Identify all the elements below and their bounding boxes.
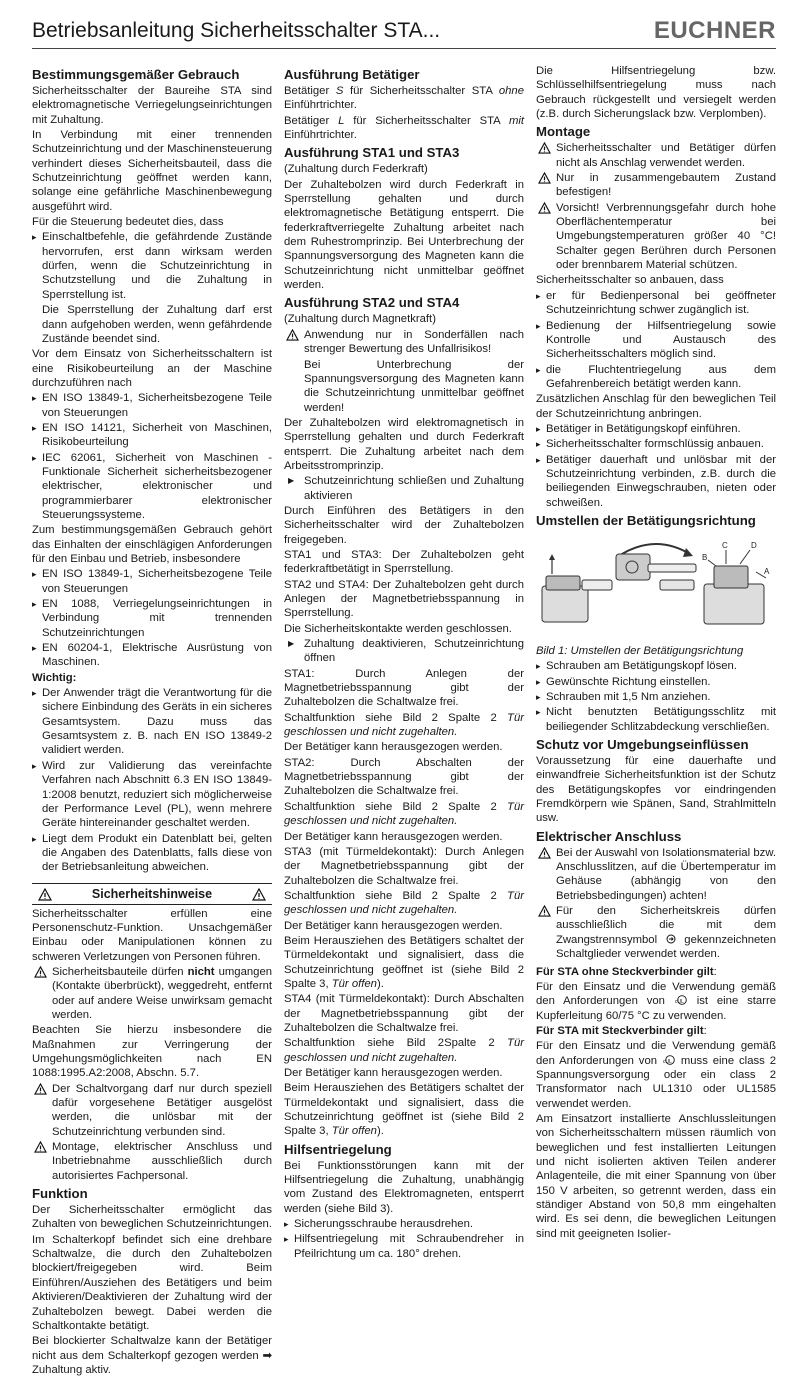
warning-note [536, 201, 776, 273]
text: Für den Einsatz und die Verwendung gemäß den Anforderungen von [536, 1040, 776, 1067]
paragraph: STA3 (mit Türmeldekontakt): Durch Anlegen der Magnetbetriebsspannung gibt der Zuhaltebolzen die Schaltwalze frei. [284, 845, 524, 887]
paragraph [284, 889, 524, 918]
warning-note [536, 141, 776, 170]
text: Schaltfunktion siehe Bild 2 Spalte 2 [284, 889, 508, 902]
warning-emphasis: nicht [187, 965, 215, 978]
heading-montage: Montage [536, 124, 591, 140]
figure-1 [536, 536, 776, 640]
paragraph: Der Betätiger kann herausgezogen werden. [284, 1067, 503, 1079]
paragraph: Der Betätiger kann herausgezogen werden. [284, 741, 503, 754]
heading-elektrischer-anschluss: Elektrischer Anschluss [536, 828, 682, 844]
text: Beim Herausziehen des Betätigers schaltet der Türmeldekontakt und signalisiert, dass die Schutzeinrichtung geöffnet ist (siehe Bild 2 Spalte 3, [284, 934, 524, 990]
text: Für STA mit Steckverbinder gilt [536, 1024, 704, 1037]
heading-ausfuehrung-betaetiger: Ausführung Betätiger [284, 67, 420, 82]
text: Einführtrichter. [284, 129, 357, 142]
cul-mark-icon [662, 1055, 676, 1065]
paragraph [284, 800, 524, 829]
warning-text: Anwendung nur in Sonderfällen nach strenger Bewertung des Unfallrisikos! [304, 328, 524, 356]
warning-icon [538, 142, 551, 154]
column-2 [284, 64, 524, 1262]
paragraph: STA2 und STA4: Der Zuhaltebolzen geht durch Anlegen der Magnetbetriebsspannung in Sperrstellung. [284, 578, 524, 620]
warning-icon [538, 847, 551, 859]
paragraph: Zum bestimmungsgemäßen Gebrauch gehört das Einhalten der einschlägigen Anforderungen für den Einbau und Betrieb, insbesondere [32, 524, 272, 565]
bullet-item: ▸ EN ISO 13849-1, Sicherheitsbezogene Teile von Steuerungen [32, 567, 272, 596]
text: ). [376, 977, 384, 990]
paragraph [536, 980, 776, 1023]
direction-label-d: D [751, 540, 757, 550]
paragraph [284, 934, 524, 991]
warning-text: Nur in zusammengebautem Zustand befestigen! [556, 172, 776, 199]
indented-paragraph: Die Sperrstellung der Zuhaltung darf erst dann aufgehoben werden, wenn gefährdende Zustände beendet sind. [42, 304, 272, 345]
bullet-item: ▸ EN ISO 14121, Sicherheit von Maschinen, Risikobeurteilung [32, 421, 272, 450]
bullet-item: ▸ IEC 62061, Sicherheit von Maschinen - Funktionale Sicherheit sicherheitsbezogener elektrischer, elektronischer und programmierbarer elektronischer Steuerungssysteme. [32, 451, 272, 523]
bullet-item: ▸ die Fluchtentriegelung aus dem Gefahrenbereich betätigt werden kann. [536, 363, 776, 392]
text: Schaltfunktion siehe Bild 2Spalte 2 [284, 1037, 508, 1050]
heading-bestimmungsgemaesser-gebrauch: Bestimmungsgemäßer Gebrauch [32, 67, 240, 82]
text: : [713, 965, 717, 978]
paragraph: Sicherheitsschalter der Baureihe STA sind elektromagnetische Verriegelungseinrichtungen mit Zuhaltung. [32, 85, 272, 126]
text: Für den Einsatz und die Verwendung gemäß den Anforderungen von [536, 980, 776, 1008]
cul-mark-icon [674, 995, 688, 1005]
text-italic: Tür geschlossen und nicht zugehalten. [284, 800, 524, 828]
paragraph: STA4 (mit Türmeldekontakt): Durch Abschalten der Magnetbetriebsspannung gibt der Zuhaltebolzen die Schaltwalze frei. [284, 993, 524, 1034]
paragraph: Sicherheitsschalter erfüllen eine Personenschutz-Funktion. Unsachgemäßer Einbau oder Manipulationen können zu schweren Verletzungen von Personen führen. [32, 907, 272, 963]
action-step: ▶ Schutzeinrichtung schließen und Zuhaltung aktivieren [284, 474, 524, 503]
text: Einführtrichter. [284, 99, 357, 112]
paragraph [284, 1036, 524, 1065]
warning-text: Der Schaltvorgang darf nur durch speziell dafür vorgesehene Betätiger ausgelöst werden, die unlösbar mit der Schutzeinrichtung verbunden sind. [52, 1082, 272, 1138]
warning-icon [538, 172, 551, 184]
action-step: ▶ Zuhaltung deaktivieren, Schutzeinrichtung öffnen [284, 637, 524, 666]
warning-icon [538, 905, 551, 917]
text-italic: Tür offen [331, 977, 377, 990]
heading-schutz-umgebungseinfluesse: Schutz vor Umgebungseinflüssen [536, 737, 749, 753]
paragraph: STA2: Durch Abschalten der Magnetbetriebsspannung gibt der Zuhaltebolzen die Schaltwalze frei. [284, 756, 524, 798]
warning-note [536, 171, 776, 200]
paragraph: Vor dem Einsatz von Sicherheitsschaltern ist eine Risikobeurteilung an der Maschine durchzuführen nach [32, 348, 272, 389]
warning-icon [34, 1083, 47, 1095]
paragraph: Der Zuhaltebolzen wird elektromagnetisch in Sperrstellung gehalten und durch Federkraft entsperrt. Die Zuhaltung arbeitet nach dem Arbeitsstromprinzip. [284, 416, 524, 472]
paragraph: Der Zuhaltebolzen wird durch Federkraft in Sperrstellung gehalten und durch elektromagnetische Betätigung entsperrt. Die federkraftverriegelte Zuhaltung arbeitet nach dem Ruhestromprinzip. Bei Unterbrechung der Spannungsversorgung des Magneten kann die Schutzeinrichtung nicht unmittelbar geöffnet werden. [284, 178, 524, 292]
warning-text: Sicherheitsschalter und Betätiger dürfen nicht als Anschlag verwendet werden. [556, 142, 776, 169]
paragraph [536, 1039, 776, 1111]
heading-sta-mit-steckverbinder [536, 1024, 776, 1038]
paragraph: Am Einsatzort installierte Anschlussleitungen von Sicherheitsschaltern müssen räumlich von beweglichen und fest installierten Leitungen und nicht isolierten aktiven Teilen anderer Anlagenteile, die mit einer Spannung von über 150 V arbeiten, so getrennt werden, dass ein ständiger Abstand von 50,8 mm eingehalten wird. Es sei denn, die beweglichen Leitungen sind mit geeigneten Isolier- [536, 1112, 776, 1240]
bullet-item: ▸ Schrauben mit 1,5 Nm anziehen. [536, 690, 776, 704]
paragraph: Bei blockierter Schaltwalze kann der Betätiger nicht aus dem Schalterkopf gezogen werden ➡ Zuhaltung aktiv. [32, 1335, 272, 1376]
paragraph: Der Sicherheitsschalter ermöglicht das Zuhalten von beweglichen Schutzeinrichtungen. [32, 1204, 272, 1231]
text-italic: L [338, 114, 345, 127]
bullet-item: ▸ Sicherungsschraube herausdrehen. [284, 1217, 524, 1231]
warning-text: umgangen (Kontakte überbrückt), weggedreht, entfernt oder auf andere Weise unwirksam gemacht werden. [52, 965, 273, 1021]
paragraph [284, 711, 524, 740]
document-title: Betriebsanleitung Sicherheitsschalter STA... [32, 19, 441, 42]
paragraph [284, 84, 524, 113]
paragraph [284, 1081, 524, 1138]
header-rule [32, 48, 776, 49]
bullet-item: ▸ Gewünschte Richtung einstellen. [536, 675, 776, 689]
warning-continuation: Bei Unterbrechung der Spannungsversorgung des Magneten kann die Schutzeinrichtung unmittelbar geöffnet werden! [304, 358, 524, 414]
warning-icon [252, 888, 266, 901]
bullet-item: ▸ Der Anwender trägt die Verantwortung für die sichere Einbindung des Geräts in ein sicheres Gesamtsystem. Dazu muss das Gesamtsystem z. B. nach EN ISO 13849-2 validiert werden. [32, 686, 272, 758]
warning-text: Sicherheitsbauteile dürfen [52, 965, 188, 978]
text: ist eine starre Kupferleitung 60/75 °C zu verwenden. [536, 995, 776, 1022]
heading-funktion: Funktion [32, 1186, 88, 1202]
text: Für STA ohne Steckverbinder gilt [536, 965, 714, 978]
text-italic: Tür offen [331, 1125, 377, 1138]
heading-hilfsentriegelung: Hilfsentriegelung [284, 1141, 392, 1157]
text: Betätiger [284, 114, 339, 127]
direction-label-c: C [722, 540, 728, 550]
text-italic: S [335, 85, 344, 97]
text: Schaltfunktion siehe Bild 2 Spalte 2 [284, 711, 508, 724]
paragraph: Der Betätiger kann herausgezogen werden. [284, 830, 503, 843]
bullet-item: ▸ Bedienung der Hilfsentriegelung sowie Kontrolle und Austausch des Sicherheitsschalters möglich sind. [536, 319, 776, 362]
warning-icon [38, 888, 52, 901]
text: für Sicherheitsschalter STA [344, 114, 509, 127]
heading-sta2-sta4: Ausführung STA2 und STA4 [284, 295, 460, 311]
text: muss eine class 2 Spannungsversorgung oder ein class 2 Transformator nach UL1310 oder UL1585 verwendet werden. [536, 1054, 776, 1110]
text: für Sicherheitsschalter STA [343, 85, 499, 97]
text: ). [376, 1125, 384, 1138]
warning-icon [34, 1141, 47, 1153]
bullet-item: ▸ Schrauben am Betätigungskopf lösen. [536, 659, 776, 673]
warning-note [32, 1140, 272, 1183]
paragraph: Zusätzlichen Anschlag für den beweglichen Teil der Schutzeinrichtung anbringen. [536, 393, 776, 420]
text: : [703, 1024, 707, 1037]
paragraph: Beachten Sie hierzu insbesondere die Maßnahmen zur Verringerung der Umgehungsmöglichkeiten nach EN 1088:1995.A2:2008, Abschn. 5.7. [32, 1024, 272, 1080]
text: Beim Herausziehen des Betätigers schaltet der Türmeldekontakt und signalisiert, dass die Schutzeinrichtung geöffnet ist (siehe Bild 2 Spalte 3, [284, 1082, 524, 1138]
subheading: (Zuhaltung durch Federkraft) [284, 163, 428, 176]
bullet-item: ▸ Nicht benutzten Betätigungsschlitz mit beiliegender Schlitzabdeckung verschließen. [536, 705, 776, 734]
paragraph: Voraussetzung für eine dauerhafte und einwandfreie Sicherheitsfunktion ist der Schutz des Betätigungskopfes vor eindringenden Fremdkörpern wie Spänen, Sand, Strahlmitteln usw. [536, 755, 776, 825]
cul-mark-text: cUL [662, 1058, 672, 1065]
figure-caption: Bild 1: Umstellen der Betätigungsrichtung [536, 644, 744, 657]
warning-text: Vorsicht! Verbrennungsgefahr durch hohe Oberflächentemperatur bei Umgebungstemperaturen größer 40 °C! Schalter gegen Berühren durch Personen oder brennbarem Material schützen. [556, 201, 776, 272]
bullet-item: ▸ Wird zur Validierung das vereinfachte Verfahren nach Abschnitt 6.3 EN ISO 13849-1:2008 benutzt, reduziert sich möglicherweise der Performance Level (PL), wenn mehrere Geräte hintereinander geschaltet werden. [32, 759, 272, 831]
warning-text: gekennzeichneten Schaltglieder verwendet werden. [556, 933, 776, 961]
paragraph: Der Betätiger kann herausgezogen werden. [284, 919, 503, 932]
warning-note [536, 904, 776, 961]
warning-text: Bei der Auswahl von Isolationsmaterial bzw. Anschlusslitzen, auf die Übertemperatur im Gehäuse (abhängig von den Betriebsbedingungen) achten! [556, 846, 776, 902]
safety-notice-box [32, 883, 272, 905]
text-italic: Tür geschlossen und nicht zugehalten. [284, 889, 524, 917]
bullet-item: ▸ Hilfsentriegelung mit Schraubendreher in Pfeilrichtung um ca. 180° drehen. [284, 1232, 524, 1261]
direction-label-b: B [702, 552, 708, 562]
bullet-item: ▸ er für Bedienpersonal bei geöffneter Schutzeinrichtung schwer zugänglich ist. [536, 289, 776, 318]
paragraph: Sicherheitsschalter so anbauen, dass [536, 274, 724, 287]
bullet-item: ▸ Einschaltbefehle, die gefährdende Zustände hervorrufen, erst dann wirksam werden dürfen, wenn die Schutzeinrichtung in Schutzstellung und die Zuhaltung in Sperrstellung ist. [32, 230, 272, 302]
warning-text: Montage, elektrischer Anschluss und Inbetriebnahme ausschließlich durch autorisiertes Fachpersonal. [52, 1141, 272, 1182]
warning-note [32, 965, 272, 1022]
page-header [32, 14, 776, 48]
euchner-logo: EUCHNER [653, 17, 776, 44]
warning-note [32, 1082, 272, 1139]
warning-icon [538, 202, 551, 214]
bullet-item: ▸ Liegt dem Produkt ein Datenblatt bei, gelten die Angaben des Datenblatts, falls diese von der Betriebsanleitung abweichen. [32, 832, 272, 875]
text-italic: ohne [498, 85, 524, 97]
bullet-item: ▸ Sicherheitsschalter formschlüssig anbauen. [536, 437, 776, 451]
paragraph: Für die Steuerung bedeutet dies, dass [32, 216, 224, 229]
safety-notice-title: Sicherheitshinweise [91, 886, 213, 901]
cul-mark-text: cUL [674, 999, 684, 1006]
heading-sta1-sta3: Ausführung STA1 und STA3 [284, 145, 460, 161]
positive-opening-symbol-icon [666, 934, 676, 944]
wichtig-label: Wichtig: [32, 671, 77, 684]
bullet-item: ▸ Betätiger in Betätigungskopf einführen. [536, 422, 776, 436]
text: Betätiger [284, 85, 336, 97]
warning-text: Für den Sicherheitskreis dürfen ausschließlich die mit dem Zwangstrennsymbol [556, 905, 776, 946]
text: Schaltfunktion siehe Bild 2 Spalte 2 [284, 800, 508, 813]
heading-sta-ohne-steckverbinder [536, 965, 776, 979]
bullet-item: ▸ EN 1088, Verriegelungseinrichtungen in Verbindung mit trennenden Schutzeinrichtungen [32, 597, 272, 640]
switch-head-illustration [536, 536, 776, 640]
warning-icon [286, 329, 299, 341]
paragraph: Bei Funktionsstörungen kann mit der Hilfsentriegelung die Zuhaltung, unabhängig vom Zustand des Elektromagneten, entsperrt werden (siehe Bild 3). [284, 1159, 524, 1215]
bullet-item: ▸ EN 60204-1, Elektrische Ausrüstung von Maschinen. [32, 641, 272, 670]
paragraph: STA1: Durch Anlegen der Magnetbetriebsspannung gibt der Zuhaltebolzen die Schaltwalze frei. [284, 667, 524, 709]
warning-icon [34, 966, 47, 978]
subheading: (Zuhaltung durch Magnetkraft) [284, 313, 436, 326]
paragraph: Die Sicherheitskontakte werden geschlossen. [284, 622, 512, 635]
paragraph: Im Schalterkopf befindet sich eine drehbare Schaltwalze, die durch den Zuhaltebolzen blockiert/freigegeben wird. Beim Einführen/Ausziehen des Betätigers und beim Aktivieren/Deaktivieren der Zuhaltung wird der Zuhaltebolzen bewegt. Dabei werden die Schaltkontakte betätigt. [32, 1233, 272, 1332]
paragraph: In Verbindung mit einer trennenden Schutzeinrichtung und der Maschinensteuerung verhindert dieses Sicherheitsbauteil, dass die Schutzeinrichtung geöffnet werden kann, solange eine gefährliche Maschinenbewegung ausgeführt wird. [32, 129, 272, 213]
paragraph: Die Hilfsentriegelung bzw. Schlüsselhilfsentriegelung muss nach Gebrauch rückgestellt und versiegelt werden (z.B. durch Sicherungslack bzw. Verplomben). [536, 65, 776, 121]
bullet-item: ▸ EN ISO 13849-1, Sicherheitsbezogene Teile von Steuerungen [32, 391, 272, 420]
paragraph: Durch Einführen des Betätigers in den Sicherheitsschalter wird der Zuhaltebolzen freigegeben. [284, 504, 524, 546]
warning-note [284, 328, 524, 357]
direction-label-a: A [764, 566, 770, 576]
warning-note [536, 846, 776, 903]
paragraph: STA1 und STA3: Der Zuhaltebolzen geht federkraftbetätigt in Sperrstellung. [284, 548, 524, 576]
column-1 [32, 64, 272, 1378]
text-italic: mit [508, 114, 524, 127]
bullet-item: ▸ Betätiger dauerhaft und unlösbar mit der Schutzeinrichtung verbinden, z.B. durch die beiliegenden Einwegschrauben, nieten oder schweißen. [536, 453, 776, 510]
paragraph [284, 114, 524, 143]
text-italic: Tür geschlossen und nicht zugehalten. [284, 711, 524, 739]
column-3 [536, 64, 776, 1242]
text-italic: Tür geschlossen und nicht zugehalten. [284, 1037, 524, 1064]
heading-umstellen-betaetigungsrichtung: Umstellen der Betätigungsrichtung [536, 512, 756, 528]
